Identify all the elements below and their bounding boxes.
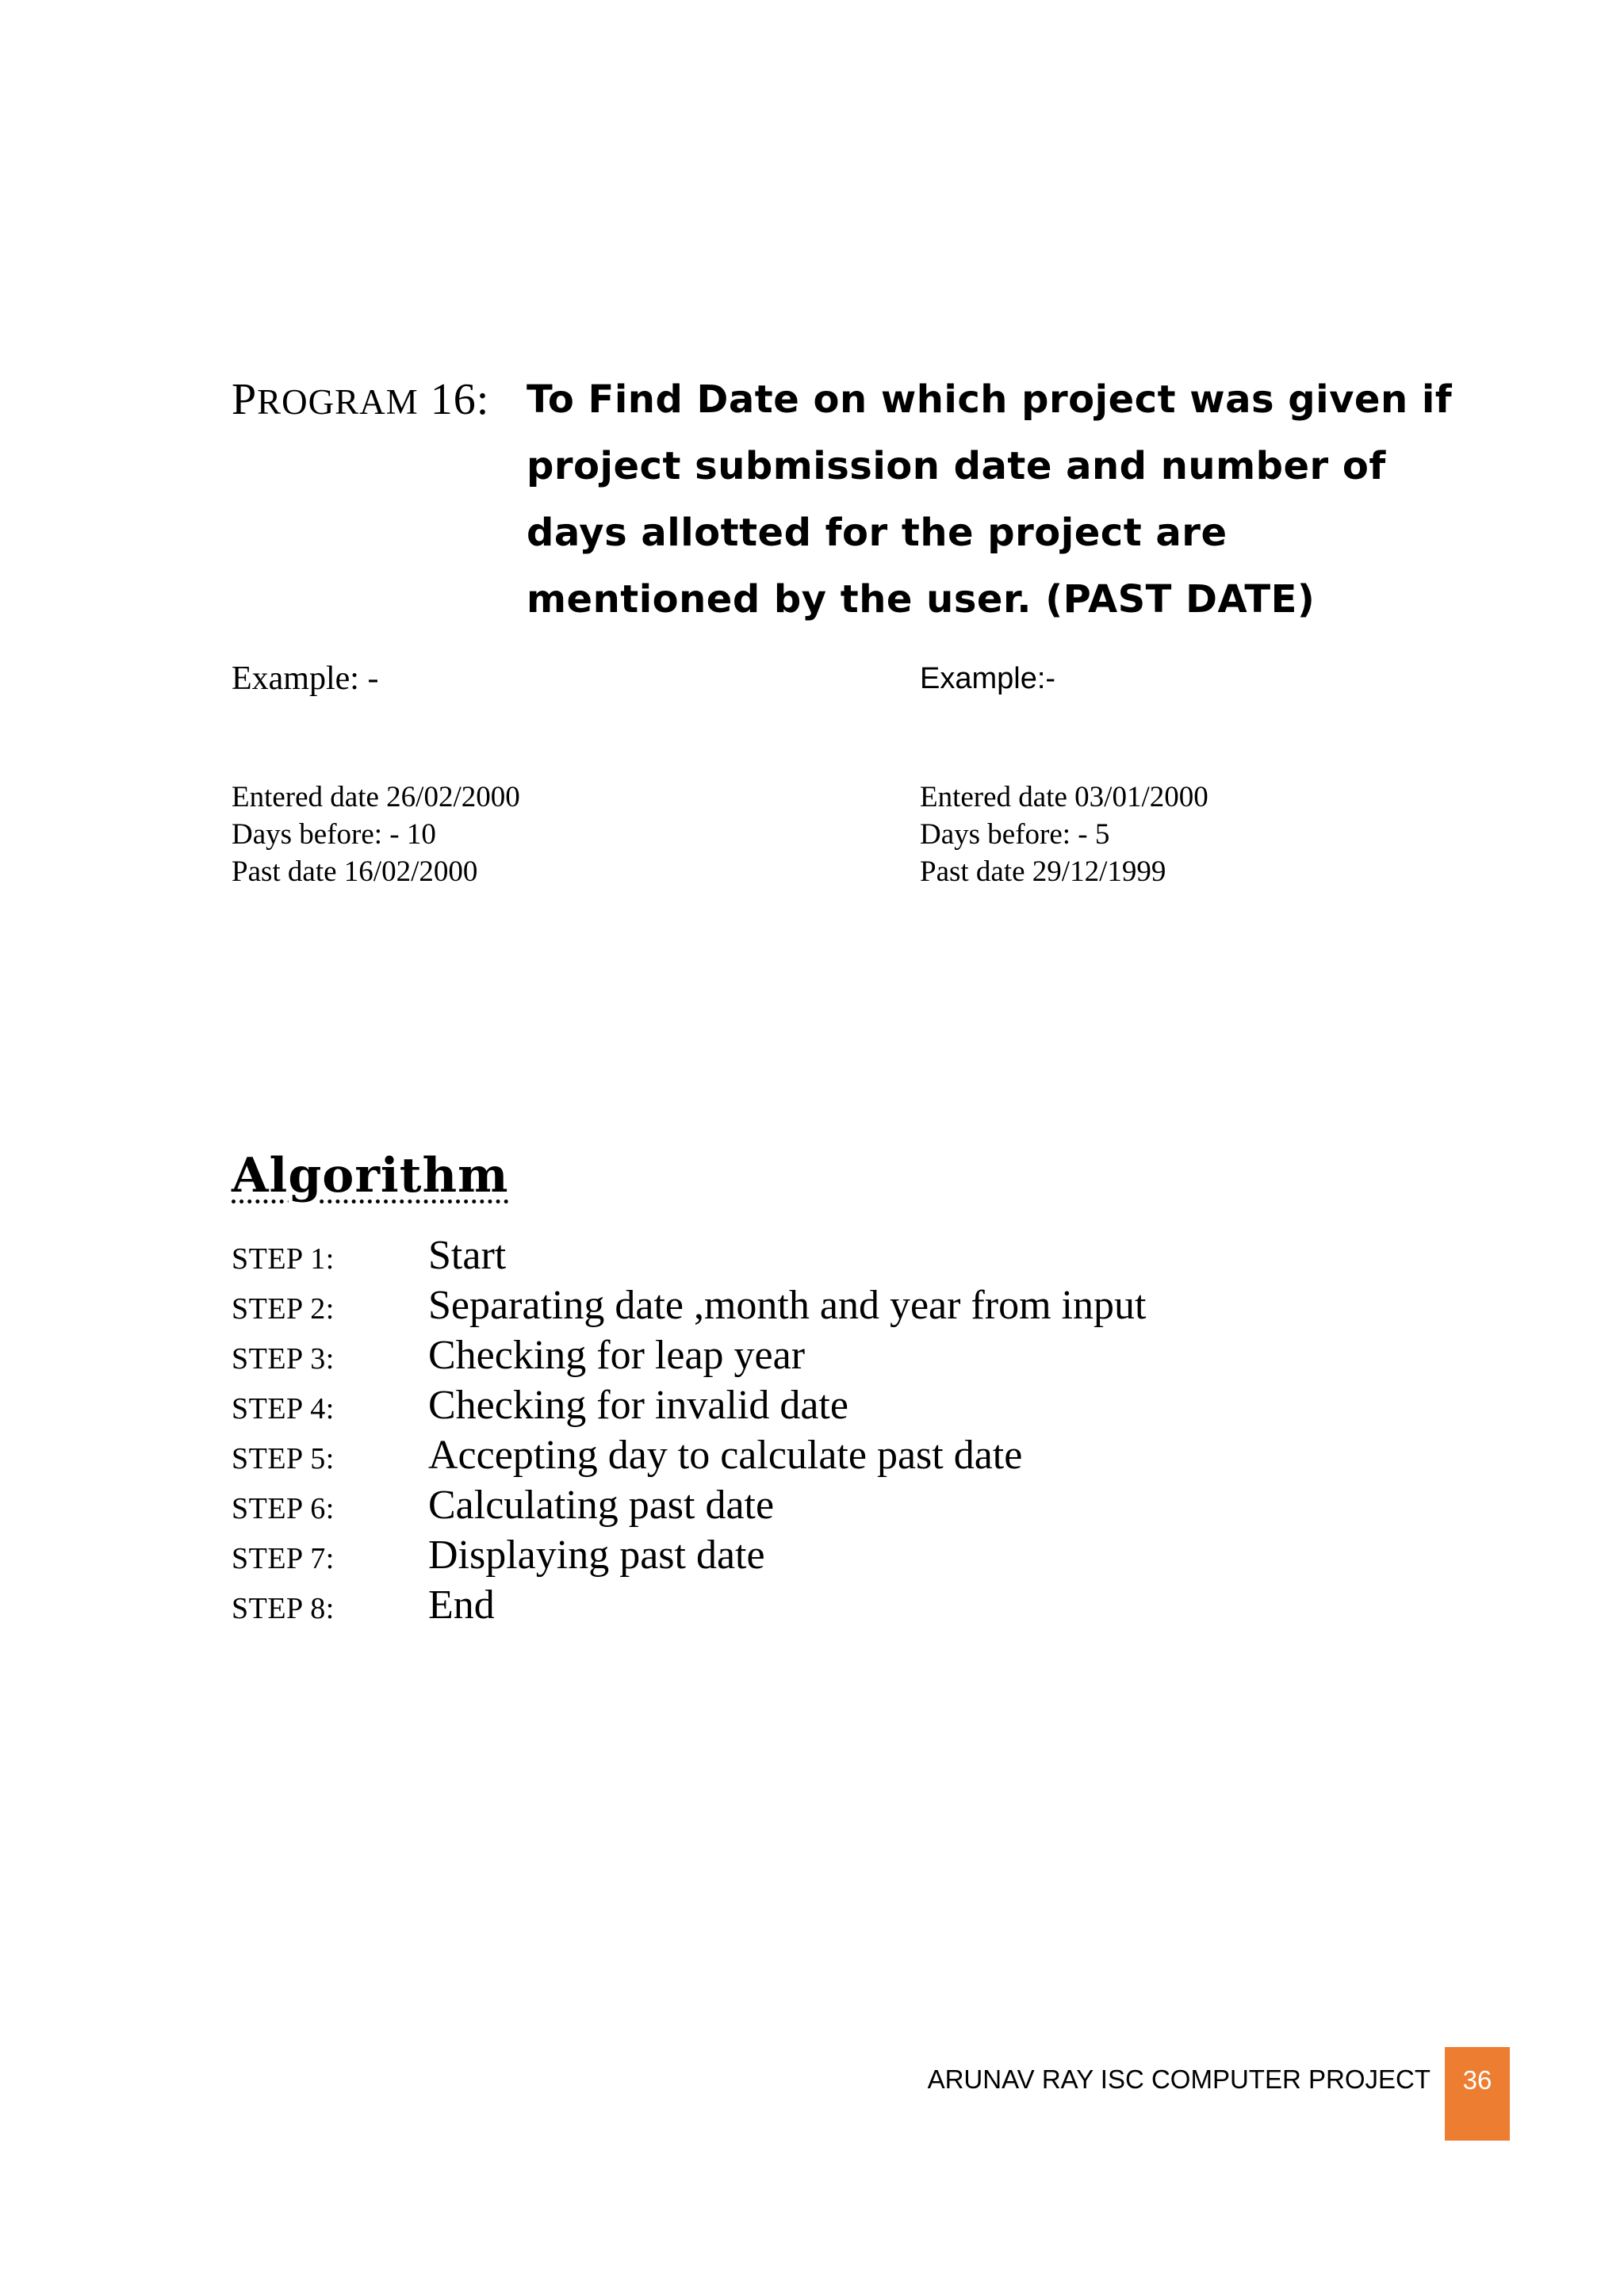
- step-8-text: End: [428, 1582, 495, 1628]
- step-7: [232, 1532, 1146, 1582]
- step-7-label: STEP 7:: [232, 1542, 335, 1575]
- step-7-text: Displaying past date: [428, 1533, 765, 1578]
- step-1-label: STEP 1:: [232, 1242, 335, 1276]
- step-6-label: STEP 6:: [232, 1492, 335, 1525]
- step-8-label: STEP 8:: [232, 1592, 335, 1625]
- step-6: [232, 1482, 1146, 1532]
- step-3: [232, 1332, 1146, 1382]
- example-block-left: [232, 779, 520, 890]
- example-right-past-date: Past date 29/12/1999: [920, 855, 1166, 888]
- step-5-text: Accepting day to calculate past date: [428, 1433, 1023, 1478]
- program-title: To Find Date on which project was given if project submission date and number of days allotted for the project are mentioned by the user. (PAST DATE): [527, 377, 1453, 622]
- example-right-days-before: Days before: - 5: [920, 818, 1110, 851]
- step-6-text: Calculating past date: [428, 1483, 775, 1528]
- footer-project-title: ARUNAV RAY ISC COMPUTER PROJECT: [927, 2064, 1431, 2094]
- step-1: [232, 1232, 1146, 1282]
- step-4: [232, 1382, 1146, 1432]
- example-block-right: [920, 779, 1208, 890]
- program-number: 16:: [430, 375, 490, 424]
- step-4-label: STEP 4:: [232, 1392, 335, 1425]
- step-8: [232, 1582, 1146, 1632]
- example-right-entered-date: Entered date 03/01/2000: [920, 781, 1208, 813]
- example-left-entered-date: Entered date 26/02/2000: [232, 781, 520, 813]
- algorithm-heading: Algorithm: [232, 1148, 509, 1203]
- example-heading-right: Example:-: [920, 662, 1056, 695]
- step-2: [232, 1282, 1146, 1332]
- algorithm-steps: [232, 1232, 1146, 1632]
- example-left-past-date: Past date 16/02/2000: [232, 855, 478, 888]
- program-label-word: ROGRAM: [257, 382, 419, 422]
- step-4-text: Checking for invalid date: [428, 1383, 848, 1428]
- step-5: [232, 1432, 1146, 1482]
- program-label: [232, 368, 489, 434]
- step-2-text: Separating date ,month and year from input: [428, 1283, 1147, 1328]
- program-label-initial: P: [232, 375, 258, 424]
- page-number-badge: 36: [1445, 2047, 1510, 2141]
- example-heading-left: Example: -: [232, 660, 379, 697]
- step-2-label: STEP 2:: [232, 1292, 335, 1326]
- step-1-text: Start: [428, 1233, 507, 1278]
- step-3-label: STEP 3:: [232, 1342, 335, 1376]
- example-left-days-before: Days before: - 10: [232, 818, 436, 851]
- step-3-text: Checking for leap year: [428, 1333, 806, 1378]
- step-5-label: STEP 5:: [232, 1442, 335, 1475]
